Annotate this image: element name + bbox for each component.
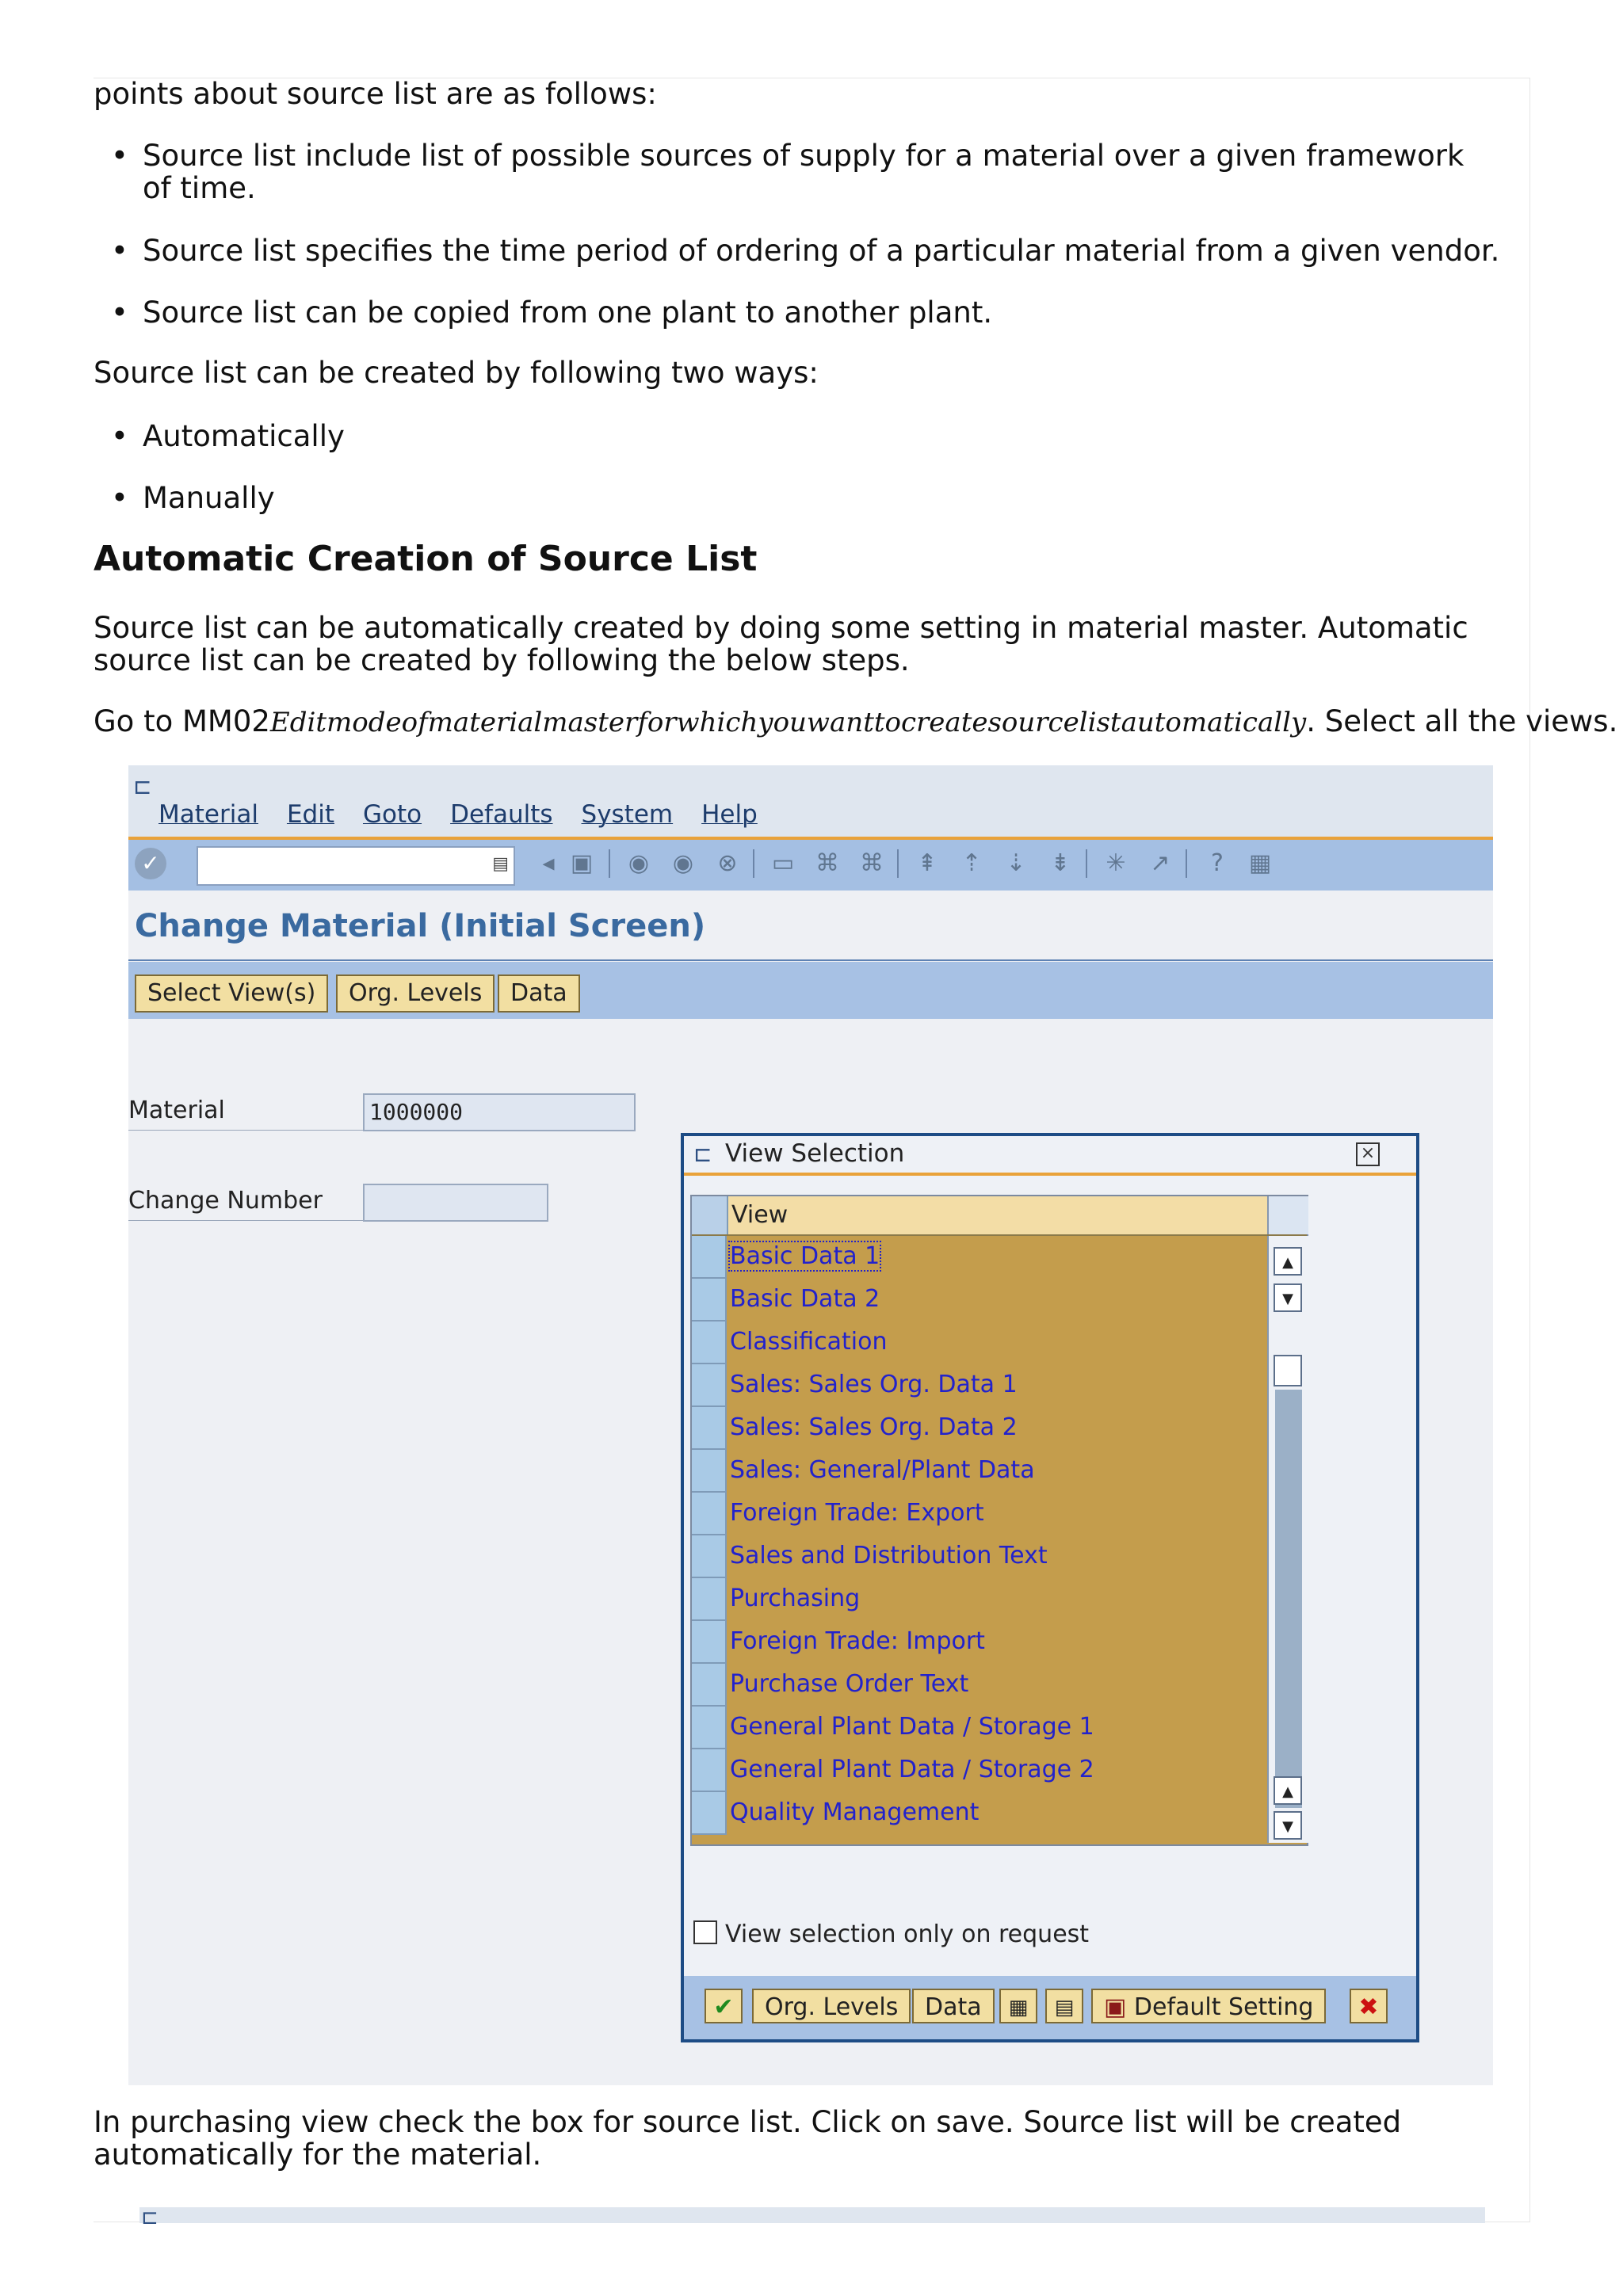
view-cell[interactable]: General Plant Data / Storage 2 [730,1756,1094,1783]
material-input[interactable]: 1000000 [363,1093,636,1131]
application-toolbar [128,962,1493,1019]
menu-item-material[interactable]: Material [158,800,258,829]
back-icon[interactable]: ◉ [628,849,650,877]
menu-item-edit[interactable]: Edit [286,800,334,829]
dialog-button-bar [684,1976,1416,2039]
table-row[interactable] [692,1407,1267,1450]
first-page-icon[interactable]: ⇞ [917,849,938,877]
change-number-input[interactable] [363,1184,548,1222]
layout-menu-icon[interactable]: ▦ [1248,849,1272,877]
scroll-down-icon[interactable]: ▼ [1274,1283,1302,1312]
row-selector[interactable] [692,1707,727,1749]
print-icon[interactable]: ▭ [771,849,795,877]
section-heading: Automatic Creation of Source List [94,539,758,579]
last-page-icon[interactable]: ⇟ [1050,849,1071,877]
table-row[interactable] [692,1450,1267,1493]
menu [158,800,758,829]
view-cell[interactable]: General Plant Data / Storage 1 [730,1713,1094,1741]
select-all-icon[interactable]: ▦ [999,1989,1037,2023]
table-row[interactable] [692,1279,1267,1322]
window-menu-icon: ⊏ [141,2206,158,2229]
goto-paragraph [94,704,1618,739]
column-settings-cell[interactable] [1267,1196,1308,1234]
views-table [690,1195,1308,1846]
view-cell[interactable]: Classification [730,1328,888,1356]
goto-italic: Editmodeofmaterialmasterforwhichyouwanttocreatesourcelistautomatically [269,707,1307,738]
bullet-item: • Source list specifies the time period of ordering of a particular material from a given vendor. [143,235,1537,267]
view-cell[interactable]: Foreign Trade: Export [730,1499,984,1527]
command-field[interactable] [197,846,515,886]
view-cell[interactable]: Purchase Order Text [730,1670,969,1698]
view-cell[interactable]: Sales and Distribution Text [730,1542,1048,1569]
view-cell[interactable]: Basic Data 2 [730,1285,880,1313]
row-selector[interactable] [692,1578,727,1621]
next-screenshot-top [139,2206,1485,2229]
menu-item-help[interactable]: Help [701,800,758,829]
goto-prefix: Go to MM02 [94,704,270,738]
select-all-cell[interactable] [692,1196,728,1234]
dialog-title: View Selection [725,1139,905,1168]
scroll-track[interactable] [1275,1390,1302,1808]
row-selector[interactable] [692,1322,727,1364]
table-row[interactable] [692,1792,1267,1835]
save-icon[interactable]: ▣ [570,849,594,877]
toolbar-separator [753,849,754,878]
bullet-item: • Manually [143,482,275,514]
table-row[interactable] [692,1322,1267,1364]
row-selector[interactable] [692,1407,727,1450]
table-row[interactable] [692,1578,1267,1621]
dialog-data-button[interactable]: Data [912,1989,995,2023]
view-cell[interactable]: Basic Data 1 [730,1242,880,1270]
screen-title: Change Material (Initial Screen) [135,908,706,944]
cancel-icon[interactable]: ⊗ [717,849,738,877]
material-label: Material [128,1097,225,1124]
view-selection-dialog [681,1133,1419,2042]
paragraph: In purchasing view check the box for source list. Click on save. Source list will be created automatically for the material. [94,2105,1402,2172]
close-icon[interactable]: × [1356,1142,1380,1166]
view-cell[interactable]: Sales: General/Plant Data [730,1456,1035,1484]
check-icon[interactable]: ✔ [705,1989,743,2023]
scroll-page-down-icon[interactable]: ▼ [1274,1811,1302,1840]
find-icon[interactable]: ⌘ [815,849,839,877]
ways-intro: Source list can be created by following two ways: [94,356,819,390]
toolbar-separator [897,849,899,878]
scroll-page-up-icon[interactable]: ▲ [1274,1776,1302,1805]
row-selector[interactable] [692,1749,727,1792]
bullet-item: • Source list include list of possible sources of supply for a material over a given framework of time. [143,139,1474,204]
table-row[interactable] [692,1749,1267,1792]
exit-icon[interactable]: ◉ [672,849,694,877]
default-setting-button[interactable] [1091,1989,1326,2023]
menu-item-system[interactable]: System [581,800,674,829]
row-selector[interactable] [692,1364,727,1407]
table-row[interactable] [692,1236,1267,1279]
table-row[interactable] [692,1664,1267,1707]
paragraph: Source list can be automatically created by doing some setting in material master. Automatic source list can be created by following the below steps. [94,611,1468,677]
toolbar-separator [609,849,610,878]
scroll-thumb[interactable] [1274,1355,1302,1386]
bullet-item: • Source list can be copied from one plant to another plant. [143,296,1474,329]
dialog-titlebar [684,1136,1416,1176]
table-row[interactable] [692,1493,1267,1535]
back-arrow-icon[interactable]: ◂ [542,849,555,877]
row-selector[interactable] [692,1664,727,1707]
table-row[interactable] [692,1707,1267,1749]
row-selector[interactable] [692,1279,727,1322]
view-cell[interactable]: Foreign Trade: Import [730,1627,985,1655]
menu-item-goto[interactable]: Goto [362,800,422,829]
view-selection-checkbox[interactable] [693,1920,717,1944]
sap-screenshot [128,765,1493,2085]
title-rule [128,959,1493,961]
next-page-icon[interactable]: ⇣ [1006,849,1026,877]
help-icon[interactable]: ? [1211,849,1224,877]
table-row[interactable] [692,1621,1267,1664]
view-cell[interactable]: Sales: Sales Org. Data 2 [730,1413,1018,1441]
vertical-scrollbar[interactable] [1267,1236,1308,1843]
column-header-view: View [731,1201,789,1229]
row-selector[interactable] [692,1792,727,1835]
bullet-item: • Automatically [143,420,345,452]
select-views-button[interactable]: Select View(s) [135,974,328,1013]
menu-item-defaults[interactable]: Defaults [450,800,553,829]
table-row[interactable] [692,1535,1267,1578]
intro-text: points about source list are as follows: [94,77,657,111]
row-selector[interactable] [692,1493,727,1535]
menu-bar [128,765,1493,837]
save-icon: ▣ [1104,1993,1134,2021]
shortcut-icon[interactable]: ↗ [1150,849,1170,877]
label-underline [128,1130,363,1131]
row-selector[interactable] [692,1621,727,1664]
scroll-up-icon[interactable]: ▲ [1274,1247,1302,1276]
toolbar-separator [1186,849,1187,878]
view-cell[interactable]: Purchasing [730,1585,861,1612]
label-underline [128,1220,363,1221]
find-next-icon[interactable]: ⌘ [860,849,884,877]
dialog-org-levels-button[interactable]: Org. Levels [752,1989,911,2023]
view-cell[interactable]: Quality Management [730,1798,980,1826]
dialog-menu-icon[interactable]: ⊏ [693,1141,712,1167]
table-row[interactable] [692,1364,1267,1407]
change-number-label: Change Number [128,1187,323,1215]
cancel-x-icon[interactable]: ✖ [1350,1989,1388,2023]
standard-toolbar [128,837,1493,891]
table-header [692,1196,1307,1236]
new-session-icon[interactable]: ✳ [1106,849,1126,877]
window-menu-icon[interactable]: ⊏ [133,773,152,799]
row-selector[interactable] [692,1535,727,1578]
view-selection-checkbox-label: View selection only on request [725,1920,1090,1948]
previous-page-icon[interactable]: ⇡ [961,849,982,877]
data-button[interactable]: Data [498,974,580,1013]
org-levels-button[interactable]: Org. Levels [336,974,495,1013]
toolbar-separator [1086,849,1087,878]
row-selector[interactable] [692,1236,727,1279]
view-cell[interactable]: Sales: Sales Org. Data 1 [730,1371,1018,1398]
goto-suffix: . Select all the views. [1306,704,1618,738]
row-selector[interactable] [692,1450,727,1493]
command-history-icon[interactable]: ▤ [492,854,509,874]
deselect-all-icon[interactable]: ▤ [1045,1989,1083,2023]
default-setting-label: Default Setting [1133,1993,1314,2021]
enter-check-icon[interactable]: ✓ [135,848,166,879]
